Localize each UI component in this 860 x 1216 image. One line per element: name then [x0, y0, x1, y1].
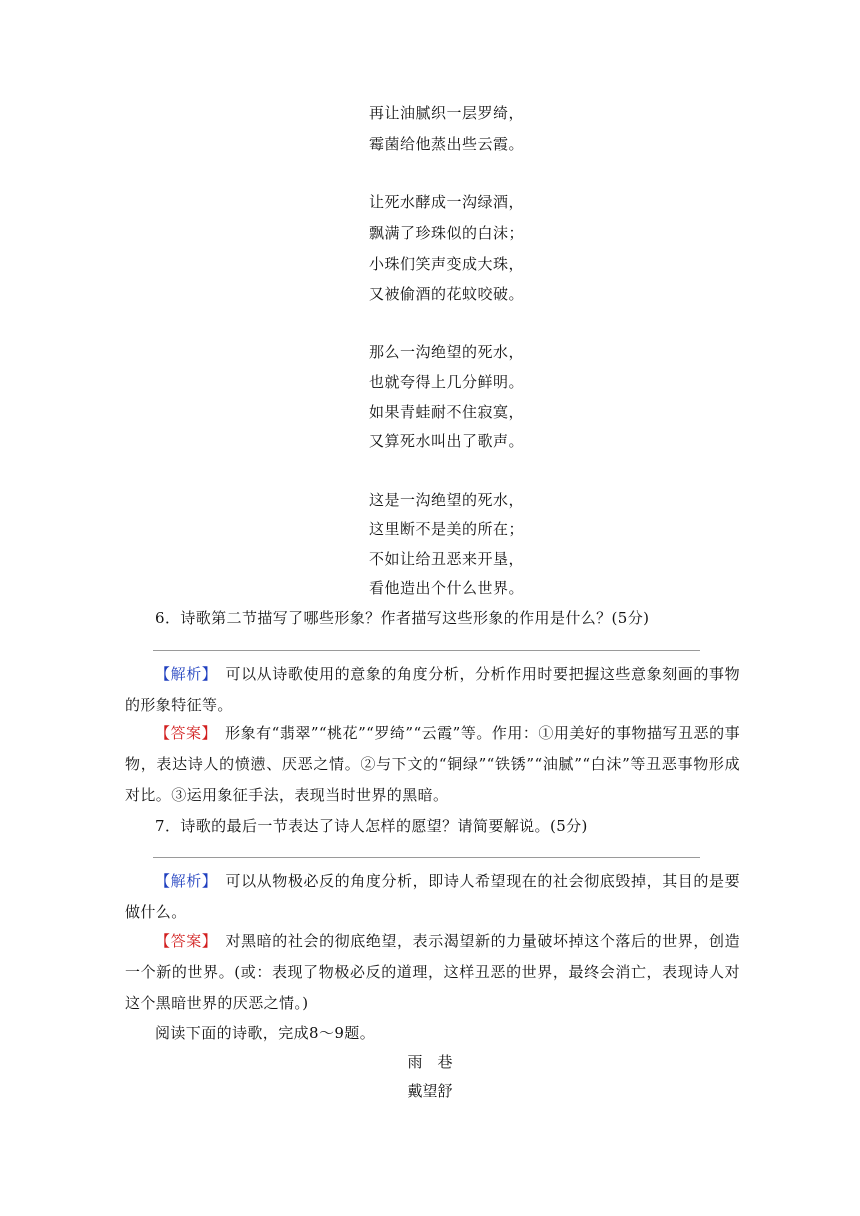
analysis-text: 可以从诗歌使用的意象的角度分析，分析作用时要把握这些意象刻画的事物的形象特征等。	[125, 665, 740, 714]
poem-line: 飘满了珍珠似的白沫；	[369, 224, 525, 242]
question-7: 7．诗歌的最后一节表达了诗人怎样的愿望？请简要解说。(5分)	[155, 817, 588, 835]
reading-prompt: 阅读下面的诗歌，完成8～9题。	[155, 1024, 376, 1042]
analysis-paragraph	[125, 659, 740, 721]
poem-line: 如果青蛙耐不住寂寞，	[369, 403, 525, 421]
answer-paragraph	[125, 718, 740, 811]
answer-blank-line	[153, 857, 700, 858]
poem-line: 霉菌给他蒸出些云霞。	[369, 135, 525, 153]
answer-text: 形象有“翡翠”“桃花”“罗绮”“云霞”等。作用：①用美好的事物描写丑恶的事物，表达诗人的愤懑、厌恶之情。②与下文的“铜绿”“铁锈”“油腻”“白沫”等丑恶事物形成对比。③运用象征手法，表现当时世界的黑暗。	[125, 724, 740, 804]
poem-line: 那么一沟绝望的死水，	[369, 343, 525, 361]
poem-line: 又算死水叫出了歌声。	[369, 432, 525, 450]
poem-title: 雨 巷	[407, 1053, 453, 1071]
poem-line: 这是一沟绝望的死水，	[369, 491, 525, 509]
answer-blank-line	[153, 650, 700, 651]
poem-line: 让死水酵成一沟绿酒，	[369, 193, 525, 211]
poem-line: 看他造出个什么世界。	[369, 579, 525, 597]
analysis-paragraph	[125, 866, 740, 928]
poem-line: 也就夸得上几分鲜明。	[369, 373, 525, 391]
analysis-tag: 【解析】	[155, 872, 210, 890]
answer-tag: 【答案】	[155, 932, 210, 950]
answer-tag: 【答案】	[155, 724, 210, 742]
poem-line: 再让油腻织一层罗绮，	[369, 104, 525, 122]
question-6: 6．诗歌第二节描写了哪些形象？作者描写这些形象的作用是什么？(5分)	[155, 609, 650, 627]
answer-text: 对黑暗的社会的彻底绝望，表示渴望新的力量破坏掉这个落后的世界，创造一个新的世界。(或：表现了物极必反的道理，这样丑恶的世界，最终会消亡，表现诗人对这个黑暗世界的厌恶之情。)	[125, 932, 740, 1012]
analysis-text: 可以从物极必反的角度分析，即诗人希望现在的社会彻底毁掉，其目的是要做什么。	[125, 872, 740, 921]
poem-line: 不如让给丑恶来开垦，	[369, 550, 525, 568]
poem-line: 小珠们笑声变成大珠，	[369, 255, 525, 273]
poem-line: 又被偷酒的花蚊咬破。	[369, 285, 525, 303]
answer-paragraph	[125, 926, 740, 1019]
analysis-tag: 【解析】	[155, 665, 210, 683]
poem-line: 这里断不是美的所在；	[369, 520, 525, 538]
poem-author: 戴望舒	[407, 1082, 453, 1100]
